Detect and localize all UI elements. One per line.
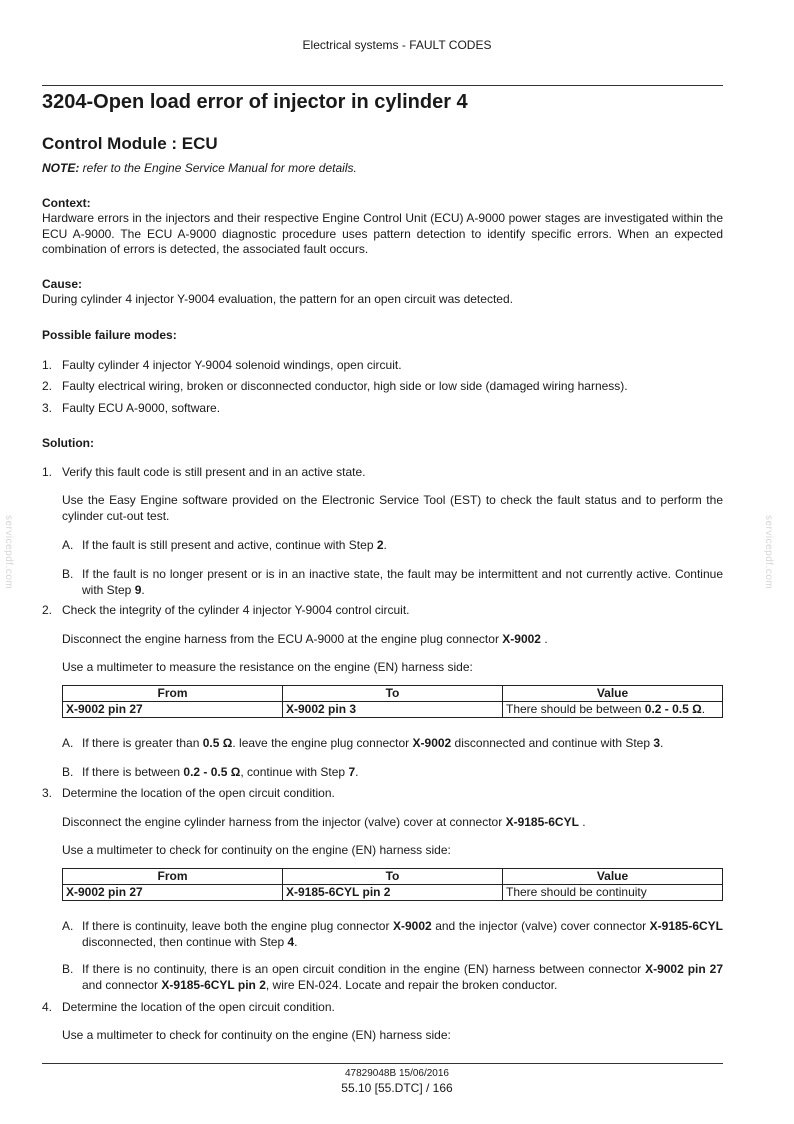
context-text: Hardware errors in the injectors and their respective Engine Control Unit (ECU) A-9000 power stages are investigated within the ECU A-9000. The ECU A-9000 diagnostic procedure uses pattern detection to identify specific errors. When an expected combination of errors is detected, the associated fault occurs. [42, 211, 723, 256]
column-header: To [283, 869, 503, 885]
option-text: If the fault is still present and active, continue with Step 2. [82, 538, 387, 552]
step-text: Determine the location of the open circuit condition. [62, 786, 335, 800]
footer-page-number: 55.10 [55.DTC] / 166 [341, 1081, 453, 1095]
step-number: 2. [42, 603, 53, 617]
column-header: From [63, 686, 283, 702]
step-detail: Use a multimeter to check for continuity on the engine (EN) harness side: [62, 1028, 451, 1042]
note-label: NOTE: [42, 161, 80, 175]
step-detail: Use a multimeter to measure the resistance on the engine (EN) harness side: [62, 660, 473, 674]
failure-modes-label: Possible failure modes: [42, 328, 177, 342]
table-cell: X-9185-6CYL pin 2 [283, 885, 503, 901]
option-letter: A. [62, 736, 74, 750]
column-header: To [283, 686, 503, 702]
option-text: If there is between 0.2 - 0.5 Ω, continue with Step 7. [82, 765, 359, 779]
option-letter: A. [62, 919, 74, 933]
option-text: If there is greater than 0.5 Ω. leave the engine plug connector X-9002 disconnected and continue with Step 3. [82, 736, 664, 750]
column-header: From [63, 869, 283, 885]
table-cell: There should be continuity [503, 885, 723, 901]
footer-doc-id: 47829048B 15/06/2016 [345, 1068, 449, 1079]
list-number: 1. [42, 358, 53, 372]
table-cell: There should be between 0.2 - 0.5 Ω. [503, 702, 723, 718]
solution-label: Solution: [42, 436, 94, 450]
control-module-heading: Control Module : ECU [42, 134, 218, 153]
step-detail: Use a multimeter to check for continuity on the engine (EN) harness side: [62, 843, 451, 857]
option-text: If the fault is no longer present or is in an inactive state, the fault may be intermittent and not currently active. Continue with Step 9. [82, 567, 723, 597]
header-rule [42, 85, 723, 86]
list-text: Faulty ECU A-9000, software. [62, 401, 221, 415]
step-number: 3. [42, 786, 53, 800]
step-number: 1. [42, 465, 53, 479]
step-detail: Use the Easy Engine software provided on the Electronic Service Tool (EST) to check the fault status and to perform the cylinder cut-out test. [62, 493, 723, 523]
context-label: Context: [42, 196, 91, 210]
step-detail: Disconnect the engine cylinder harness from the injector (valve) cover at connector X-9185-6CYL . [62, 815, 586, 829]
table-cell: X-9002 pin 3 [283, 702, 503, 718]
running-header: Electrical systems - FAULT CODES [302, 38, 492, 52]
list-number: 3. [42, 401, 53, 415]
footer-rule [42, 1063, 723, 1064]
option-letter: A. [62, 538, 74, 552]
option-letter: B. [62, 962, 74, 976]
option-text: If there is continuity, leave both the engine plug connector X-9002 and the injector (valve) cover connector X-9185-6CYL disconnected, then continue with Step 4. [82, 919, 724, 949]
option-text: If there is no continuity, there is an open circuit condition in the engine (EN) harness between connector X-9002 pin 27 and connector X-9185-6CYL pin 2, wire EN-024. Locate and repair the broken conductor. [82, 962, 723, 992]
table-header-row [63, 686, 723, 702]
step-text: Determine the location of the open circuit condition. [62, 1000, 335, 1014]
step-number: 4. [42, 1000, 53, 1014]
step-text: Check the integrity of the cylinder 4 injector Y-9004 control circuit. [62, 603, 410, 617]
column-header: Value [503, 869, 723, 885]
continuity-table [62, 868, 723, 901]
table-header-row [63, 869, 723, 885]
table-row [63, 885, 723, 901]
cause-text: During cylinder 4 injector Y-9004 evaluation, the pattern for an open circuit was detected. [42, 292, 513, 306]
list-text: Faulty electrical wiring, broken or disconnected conductor, high side or low side (damaged wiring harness). [62, 379, 628, 393]
option-letter: B. [62, 567, 74, 581]
column-header: Value [503, 686, 723, 702]
note-text: refer to the Engine Service Manual for more details. [79, 161, 357, 175]
option-letter: B. [62, 765, 74, 779]
table-row [63, 702, 723, 718]
cause-label: Cause: [42, 277, 83, 291]
table-cell: X-9002 pin 27 [63, 702, 283, 718]
step-detail: Disconnect the engine harness from the ECU A-9000 at the engine plug connector X-9002 . [62, 632, 548, 646]
table-cell: X-9002 pin 27 [63, 885, 283, 901]
page-title: 3204-Open load error of injector in cylinder 4 [42, 91, 468, 113]
step-text: Verify this fault code is still present and in an active state. [62, 465, 366, 479]
watermark-left: servicepdf.com [3, 515, 14, 590]
watermark-right: servicepdf.com [763, 515, 774, 590]
list-number: 2. [42, 379, 53, 393]
list-text: Faulty cylinder 4 injector Y-9004 solenoid windings, open circuit. [62, 358, 402, 372]
note [42, 161, 357, 175]
resistance-table [62, 685, 723, 718]
